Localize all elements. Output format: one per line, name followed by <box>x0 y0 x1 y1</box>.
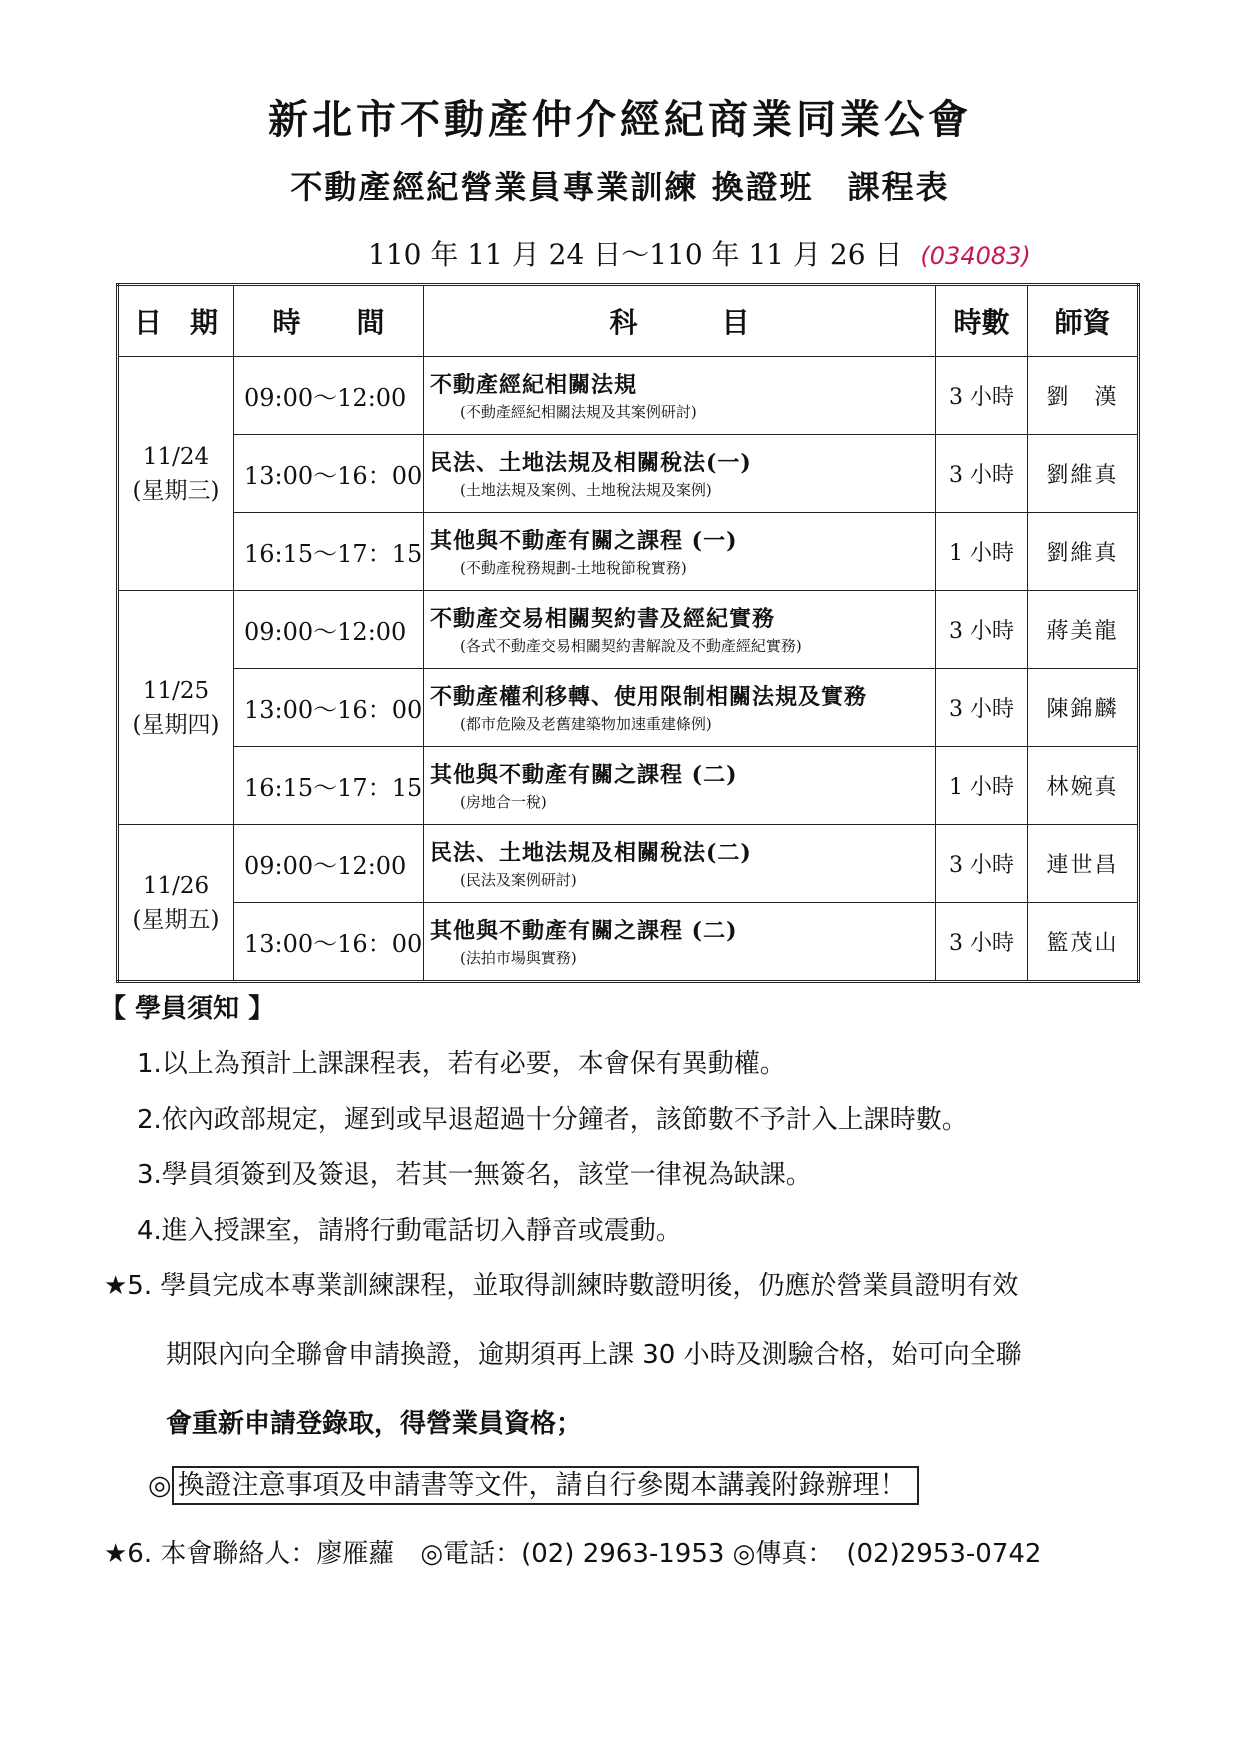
session-teacher: 林婉真 <box>1028 747 1139 825</box>
session-subject: 民法、土地法規及相關稅法(一) <box>430 449 752 476</box>
notice-item: ★5. 學員完成本專業訓練課程，並取得訓練時數證明後，仍應於營業員證明有效 <box>104 1271 1019 1301</box>
session-teacher: 劉 漢 <box>1028 357 1139 435</box>
session-subject: 不動產權利移轉、使用限制相關法規及實務 <box>430 683 868 710</box>
date-range-line <box>368 233 1031 273</box>
session-subject-cell <box>424 825 936 903</box>
day-date: 11/25 <box>142 677 210 704</box>
session-teacher: 劉維真 <box>1028 513 1139 591</box>
session-hours: 3 小時 <box>936 903 1028 982</box>
session-subject: 民法、土地法規及相關稅法(二) <box>430 839 752 866</box>
day-date: 11/26 <box>142 872 210 899</box>
table-row <box>118 825 1139 903</box>
session-hours: 1 小時 <box>936 513 1028 591</box>
table-header-row <box>118 285 1139 357</box>
table-row <box>118 435 1139 513</box>
header-subject: 科 目 <box>424 285 936 357</box>
session-subject: 不動產經紀相關法規 <box>430 371 638 398</box>
session-hours: 3 小時 <box>936 357 1028 435</box>
day-weekday: (星期三) <box>132 477 220 504</box>
session-teacher: 劉維真 <box>1028 435 1139 513</box>
session-detail: (法拍市場與實務) <box>460 948 577 967</box>
day-weekday: (星期五) <box>132 906 220 933</box>
reference-note <box>148 1463 919 1502</box>
session-time: 09:00～12:00 <box>234 591 424 669</box>
table-row <box>118 747 1139 825</box>
session-teacher: 蔣美龍 <box>1028 591 1139 669</box>
session-detail: (民法及案例研討) <box>460 870 577 889</box>
notice-item: 1.以上為預計上課課程表，若有必要，本會保有異動權。 <box>137 1049 786 1079</box>
notice-heading: 【 學員須知 】 <box>100 994 275 1024</box>
session-teacher: 連世昌 <box>1028 825 1139 903</box>
session-subject-cell <box>424 513 936 591</box>
session-subject: 其他與不動產有關之課程 (二) <box>430 761 738 788</box>
session-subject-cell <box>424 669 936 747</box>
session-time: 13:00～16：00 <box>234 669 424 747</box>
contact-line: ★6. 本會聯絡人：廖雁蘿 ◎電話：(02) 2963-1953 ◎傳真： (02)2953-0742 <box>104 1539 1042 1569</box>
page-title: 新北市不動產仲介經紀商業同業公會 <box>268 96 972 143</box>
session-subject-cell <box>424 903 936 982</box>
day-date: 11/24 <box>142 443 210 470</box>
session-hours: 1 小時 <box>936 747 1028 825</box>
notice-item: 4.進入授課室，請將行動電話切入靜音或震動。 <box>137 1216 682 1246</box>
session-hours: 3 小時 <box>936 669 1028 747</box>
session-detail: (房地合一稅) <box>460 792 547 811</box>
session-time: 13:00～16：00 <box>234 435 424 513</box>
notice-item: 2.依內政部規定，遲到或早退超過十分鐘者，該節數不予計入上課時數。 <box>137 1105 968 1135</box>
session-teacher: 陳錦麟 <box>1028 669 1139 747</box>
session-time: 09:00～12:00 <box>234 357 424 435</box>
session-hours: 3 小時 <box>936 435 1028 513</box>
session-detail: (不動產經紀相關法規及其案例研討) <box>460 402 697 421</box>
class-code: (034083) <box>920 242 1031 270</box>
session-time: 09:00～12:00 <box>234 825 424 903</box>
session-subject: 其他與不動產有關之課程 (一) <box>430 527 738 554</box>
table-row <box>118 513 1139 591</box>
reference-marker: ◎ <box>148 1470 172 1501</box>
session-detail: (各式不動產交易相關契約書解說及不動產經紀實務) <box>460 636 802 655</box>
notice-item: 3.學員須簽到及簽退，若其一無簽名，該堂一律視為缺課。 <box>137 1160 812 1190</box>
day-cell <box>118 591 234 825</box>
session-hours: 3 小時 <box>936 591 1028 669</box>
day-weekday: (星期四) <box>132 711 220 738</box>
session-time: 16:15～17：15 <box>234 513 424 591</box>
session-time: 13:00～16：00 <box>234 903 424 982</box>
session-subject-cell <box>424 747 936 825</box>
header-teacher: 師資 <box>1028 285 1139 357</box>
session-time: 16:15～17：15 <box>234 747 424 825</box>
session-subject: 不動產交易相關契約書及經紀實務 <box>430 605 776 632</box>
table-row <box>118 903 1139 982</box>
header-time: 時 間 <box>234 285 424 357</box>
session-subject: 其他與不動產有關之課程 (二) <box>430 917 738 944</box>
header-date: 日 期 <box>118 285 234 357</box>
session-detail: (不動產稅務規劃-土地稅節稅實務) <box>460 558 687 577</box>
session-detail: (都市危險及老舊建築物加速重建條例) <box>460 714 712 733</box>
session-hours: 3 小時 <box>936 825 1028 903</box>
schedule-table <box>116 283 1140 983</box>
date-range: 110 年 11 月 24 日～110 年 11 月 26 日 <box>368 238 903 271</box>
notice-item-continued: 會重新申請登錄取，得營業員資格； <box>166 1409 583 1439</box>
notice-item-continued: 期限內向全聯會申請換證，逾期須再上課 30 小時及測驗合格，始可向全聯 <box>166 1340 1022 1370</box>
table-row <box>118 591 1139 669</box>
day-cell <box>118 825 234 982</box>
session-teacher: 籃茂山 <box>1028 903 1139 982</box>
session-subject-cell <box>424 357 936 435</box>
reference-boxed-text: 換證注意事項及申請書等文件，請自行參閱本講義附錄辦理！ <box>172 1466 919 1505</box>
table-row <box>118 669 1139 747</box>
session-detail: (土地法規及案例、土地稅法規及案例) <box>460 480 712 499</box>
session-subject-cell <box>424 591 936 669</box>
page-subtitle: 不動產經紀營業員專業訓練 換證班 課程表 <box>290 168 950 206</box>
table-row <box>118 357 1139 435</box>
session-subject-cell <box>424 435 936 513</box>
header-hours: 時數 <box>936 285 1028 357</box>
day-cell <box>118 357 234 591</box>
